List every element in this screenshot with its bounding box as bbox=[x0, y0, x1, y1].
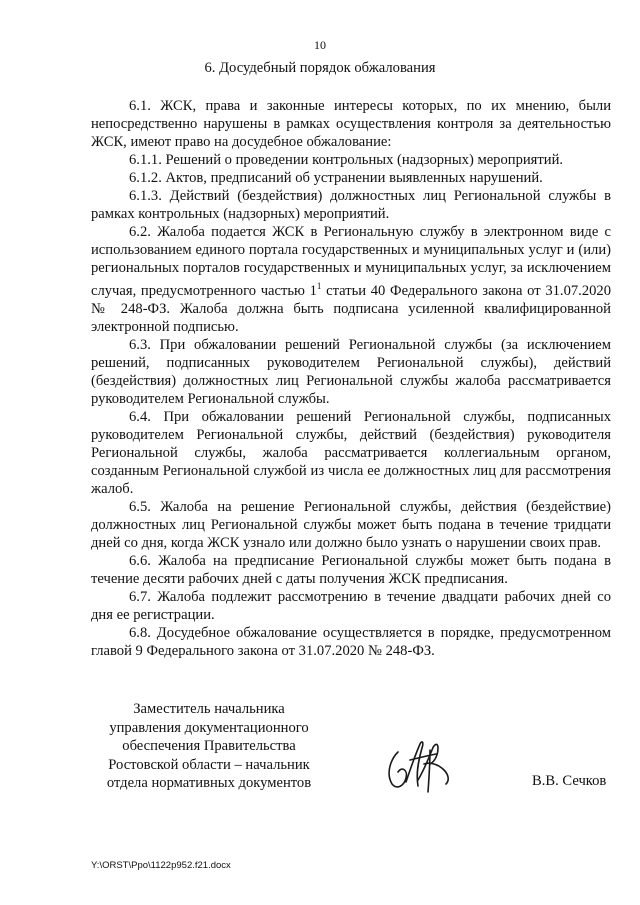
paragraph-6-2-text-before: 6.2. Жалоба подается ЖСК в Региональную службу в электронном виде с использованием единого портала государственных и муниципальных услуг и (или) региональных порталов государственных и муниципальных услуг, за исключением случая, предусмотренного частью 1 bbox=[91, 224, 611, 299]
signatory-position bbox=[91, 700, 327, 793]
position-line: обеспечения Правительства bbox=[122, 738, 296, 754]
paragraph-6-6: 6.6. Жалоба на предписание Региональной службы может быть подана в течение десяти рабочих дней с даты получения ЖСК предписания. bbox=[91, 552, 611, 587]
paragraph-6-2-superscript: 1 bbox=[316, 281, 322, 291]
signatory-name: В.В. Сечков bbox=[532, 773, 607, 789]
paragraph-6-5: 6.5. Жалоба на решение Региональной службы, действия (бездействие) должностных лиц Региональной службы может быть подана в течение тридцати дней со дня, когда ЖСК узнало или должно было узнать о нарушении своих прав. bbox=[91, 498, 611, 551]
document-body bbox=[91, 97, 611, 660]
paragraph-6-2 bbox=[91, 223, 611, 336]
page-number: 10 bbox=[314, 38, 326, 52]
paragraph-6-7: 6.7. Жалоба подлежит рассмотрению в течение двадцати рабочих дней со дня ее регистрации. bbox=[91, 588, 611, 623]
paragraph-6-3: 6.3. При обжаловании решений Региональной службы (за исключением решений, подписанных руководителем Региональной службы), действий (бездействия) должностных лиц Региональной службы жалоба рассматривается руководителем Региональной службы. bbox=[91, 336, 611, 407]
handwritten-signature-icon bbox=[380, 730, 452, 798]
section-title: 6. Досудебный порядок обжалования bbox=[204, 60, 436, 76]
paragraph-6-4: 6.4. При обжаловании решений Региональной службы, подписанных руководителем Региональной службы, действий (бездействия) руководителя Региональной службы, жалоба рассматривается коллегиальным органом, созданным Региональной службой из числа ее должностных лиц для рассмотрения жалоб. bbox=[91, 408, 611, 497]
position-line: Ростовской области – начальник bbox=[108, 756, 310, 773]
paragraph-6-1-1: 6.1.1. Решений о проведении контрольных (надзорных) мероприятий. bbox=[129, 152, 564, 168]
position-line: управления документационного bbox=[109, 719, 309, 736]
paragraph-6-2-text-after: статьи 40 Федерального закона от 31.07.2020 № 248-ФЗ. Жалоба должна быть подписана усиленной квалифицированной электронной подписью. bbox=[91, 282, 612, 335]
paragraph-6-1: 6.1. ЖСК, права и законные интересы которых, по их мнению, были непосредственно нарушены в рамках осуществления контроля за деятельностью ЖСК, имеют право на досудебное обжалование: bbox=[91, 98, 611, 150]
paragraph-6-1-3: 6.1.3. Действий (бездействия) должностных лиц Региональной службы в рамках контрольных (надзорных) мероприятий. bbox=[91, 188, 611, 222]
paragraph-6-1-2: 6.1.2. Актов, предписаний об устранении выявленных нарушений. bbox=[129, 170, 543, 186]
paragraph-6-8: 6.8. Досудебное обжалование осуществляется в порядке, предусмотренном главой 9 Федерального закона от 31.07.2020 № 248-ФЗ. bbox=[91, 624, 611, 659]
position-line: Заместитель начальника bbox=[133, 701, 285, 717]
file-path: Y:\ORST\Ppo\1122p952.f21.docx bbox=[91, 860, 231, 871]
position-line: отдела нормативных документов bbox=[106, 775, 312, 791]
